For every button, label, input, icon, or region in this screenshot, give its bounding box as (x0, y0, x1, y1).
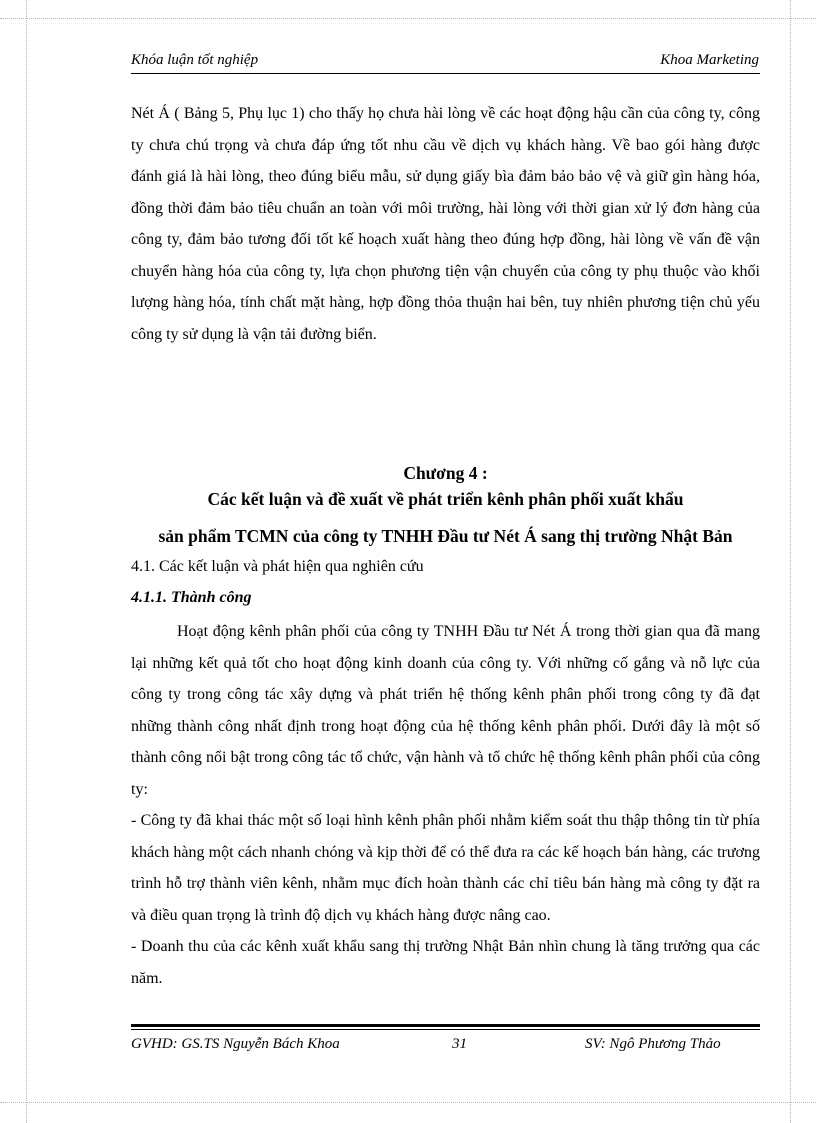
section-heading: 4.1. Các kết luận và phát hiện qua nghiên cứu (131, 558, 424, 575)
intro-paragraph-block (131, 98, 760, 350)
chapter-title-line1: Các kết luận và đề xuất về phát triển kênh phân phối xuất khẩu (207, 489, 684, 509)
footer-page-number: 31 (452, 1036, 467, 1052)
crop-guide-left (26, 0, 27, 1123)
intro-paragraph: Nét Á ( Bảng 5, Phụ lục 1) cho thấy họ chưa hài lòng về các hoạt động hậu cần của công ty, công ty chưa chú trọng và chưa đáp ứng tốt nhu cầu về dịch vụ khách hàng. Về bao gói hàng được đánh giá là hài lòng, theo đúng biểu mẫu, sử dụng giấy bìa đảm bảo bảo vệ và giữ gìn hàng hóa, đồng thời đảm bảo tiêu chuẩn an toàn với môi trường, hài lòng với thời gian xử lý đơn hàng của công ty, đảm bảo tương đối tốt kế hoạch xuất hàng theo đúng hợp đồng, hài lòng về vấn đề vận chuyển hàng hóa của công ty, lựa chọn phương tiện vận chuyển của công ty phụ thuộc vào khối lượng hàng hóa, tính chất mặt hàng, hợp đồng thỏa thuận hai bên, tuy nhiên phương tiện chủ yếu công ty sử dụng là vận tải đường biển. (131, 105, 760, 343)
body-paragraph: Hoạt động kênh phân phối của công ty TNHH Đầu tư Nét Á trong thời gian qua đã mang lại những kết quả tốt cho hoạt động kinh doanh của công ty. Với những cố gắng và nỗ lực của công ty trong công tác xây dựng và phát triển hệ thống kênh phân phối trong công ty đã đạt những thành công nhất định trong hoạt động của hệ thống kênh phân phối. Dưới đây là một số thành công nổi bật trong công tác tổ chức, vận hành và tổ chức hệ thống kênh phân phối của công ty: (131, 623, 760, 798)
crop-guide-bottom (0, 1102, 816, 1103)
header-rule (131, 73, 760, 74)
header-left-text: Khóa luận tốt nghiệp (131, 52, 259, 68)
footer-rule-thick (131, 1024, 760, 1027)
chapter-title-line2: sản phẩm TCMN của công ty TNHH Đầu tư Nét Á sang thị trường Nhật Bản (158, 526, 733, 546)
crop-guide-top (0, 18, 816, 19)
chapter-number: Chương 4 : (403, 463, 488, 483)
body-paragraph: - Công ty đã khai thác một số loại hình kênh phân phối nhằm kiểm soát thu thập thông tin từ phía khách hàng một cách nhanh chóng và kịp thời để có thể đưa ra các kế hoạch bán hàng, các trương trình hỗ trợ thành viên kênh, nhằm mục đích hoàn thành các chỉ tiêu bán hàng mà công ty đặt ra và điều quan trọng là trình độ dịch vụ khách hàng được nâng cao. (131, 812, 760, 924)
crop-guide-right (790, 0, 791, 1123)
footer-advisor: GVHD: GS.TS Nguyễn Bách Khoa (131, 1036, 340, 1052)
body-paragraphs (131, 616, 760, 994)
footer-student: SV: Ngô Phương Thảo (585, 1036, 721, 1052)
subsection-heading: 4.1.1. Thành công (131, 589, 252, 606)
footer-rule-thin (131, 1029, 760, 1030)
header-right-text: Khoa Marketing (660, 52, 759, 68)
body-paragraph: - Doanh thu của các kênh xuất khẩu sang thị trường Nhật Bản nhìn chung là tăng trưởng qua các năm. (131, 938, 760, 987)
